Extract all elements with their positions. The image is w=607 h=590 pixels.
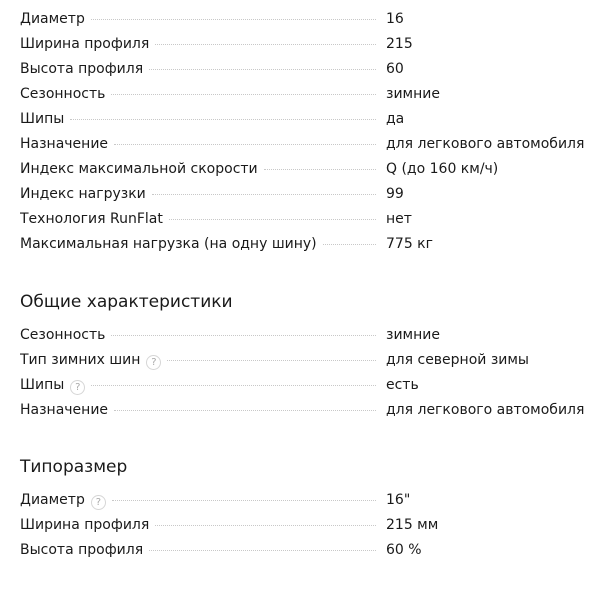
spec-value: для легкового автомобиля xyxy=(386,136,585,152)
spec-row xyxy=(20,157,607,182)
spec-row xyxy=(20,538,607,563)
spec-value: Q (до 160 км/ч) xyxy=(386,161,499,177)
spec-row xyxy=(20,232,607,257)
spec-label: Сезонность xyxy=(20,327,106,343)
spec-value: есть xyxy=(386,377,419,393)
spec-row xyxy=(20,348,607,373)
dotted-leader xyxy=(114,409,376,411)
dotted-leader xyxy=(149,549,376,551)
spec-label: Высота профиля xyxy=(20,61,144,77)
spec-row xyxy=(20,182,607,207)
spec-label: Шипы xyxy=(20,111,65,127)
spec-value: 60 % xyxy=(386,542,422,558)
dotted-leader xyxy=(155,43,376,45)
dotted-leader xyxy=(167,359,376,361)
spec-row xyxy=(20,513,607,538)
dotted-leader xyxy=(114,143,376,145)
dotted-leader xyxy=(111,93,376,95)
spec-value: зимние xyxy=(386,327,440,343)
spec-label: Сезонность xyxy=(20,86,106,102)
spec-value: 16 xyxy=(386,11,404,27)
spec-row xyxy=(20,323,607,348)
spec-label: Максимальная нагрузка (на одну шину) xyxy=(20,236,317,252)
spec-value: для легкового автомобиля xyxy=(386,402,585,418)
spec-label-wrap xyxy=(20,373,386,398)
spec-list xyxy=(0,488,607,563)
spec-label: Диаметр xyxy=(20,492,85,508)
spec-label-wrap xyxy=(20,348,386,373)
spec-label: Индекс максимальной скорости xyxy=(20,161,258,177)
spec-row xyxy=(20,207,607,232)
spec-label-wrap xyxy=(20,132,386,157)
dotted-leader xyxy=(264,168,376,170)
spec-label: Диаметр xyxy=(20,11,85,27)
spec-label: Технология RunFlat xyxy=(20,211,163,227)
spec-label-wrap xyxy=(20,157,386,182)
spec-label: Ширина профиля xyxy=(20,36,150,52)
spec-label-wrap xyxy=(20,57,386,82)
spec-value: 60 xyxy=(386,61,404,77)
spec-row xyxy=(20,132,607,157)
spec-row xyxy=(20,107,607,132)
dotted-leader xyxy=(91,18,376,20)
spec-label: Шипы xyxy=(20,377,65,393)
spec-label-wrap xyxy=(20,107,386,132)
spec-row xyxy=(20,7,607,32)
spec-label-wrap xyxy=(20,207,386,232)
spec-value: 99 xyxy=(386,186,404,202)
spec-label-wrap xyxy=(20,7,386,32)
spec-row xyxy=(20,57,607,82)
dotted-leader xyxy=(152,193,376,195)
spec-label-wrap xyxy=(20,488,386,513)
spec-value: 215 xyxy=(386,36,413,52)
spec-row xyxy=(20,82,607,107)
spec-label-wrap xyxy=(20,82,386,107)
spec-value: 16" xyxy=(386,492,411,508)
spec-label-wrap xyxy=(20,513,386,538)
dotted-leader xyxy=(112,499,376,501)
spec-label-wrap xyxy=(20,398,386,423)
dotted-leader xyxy=(155,524,376,526)
spec-row xyxy=(20,32,607,57)
dotted-leader xyxy=(70,118,376,120)
spec-row xyxy=(20,373,607,398)
section-title: Типоразмер xyxy=(20,457,128,477)
spec-label: Ширина профиля xyxy=(20,517,150,533)
section-title: Общие характеристики xyxy=(20,292,233,312)
spec-label-wrap xyxy=(20,182,386,207)
spec-label-wrap xyxy=(20,323,386,348)
dotted-leader xyxy=(169,218,376,220)
spec-label: Высота профиля xyxy=(20,542,144,558)
specifications-panel xyxy=(0,7,607,563)
spec-list xyxy=(0,7,607,257)
spec-section-0 xyxy=(0,7,607,257)
spec-label-wrap xyxy=(20,32,386,57)
question-circle-icon[interactable]: ? xyxy=(146,355,161,370)
spec-row xyxy=(20,488,607,513)
spec-section-1 xyxy=(0,290,607,423)
question-circle-icon[interactable]: ? xyxy=(91,495,106,510)
spec-label-wrap xyxy=(20,232,386,257)
spec-list xyxy=(0,323,607,423)
spec-value: зимние xyxy=(386,86,440,102)
spec-row xyxy=(20,398,607,423)
spec-section-2 xyxy=(0,455,607,563)
spec-value: для северной зимы xyxy=(386,352,529,368)
question-circle-icon[interactable]: ? xyxy=(70,380,85,395)
spec-label: Назначение xyxy=(20,136,109,152)
spec-label: Назначение xyxy=(20,402,109,418)
spec-value: 215 мм xyxy=(386,517,439,533)
spec-label-wrap xyxy=(20,538,386,563)
spec-label: Индекс нагрузки xyxy=(20,186,146,202)
spec-value: 775 кг xyxy=(386,236,433,252)
dotted-leader xyxy=(111,334,376,336)
dotted-leader xyxy=(149,68,376,70)
spec-value: нет xyxy=(386,211,412,227)
spec-value: да xyxy=(386,111,405,127)
dotted-leader xyxy=(91,384,376,386)
dotted-leader xyxy=(323,243,376,245)
spec-label: Тип зимних шин xyxy=(20,352,141,368)
